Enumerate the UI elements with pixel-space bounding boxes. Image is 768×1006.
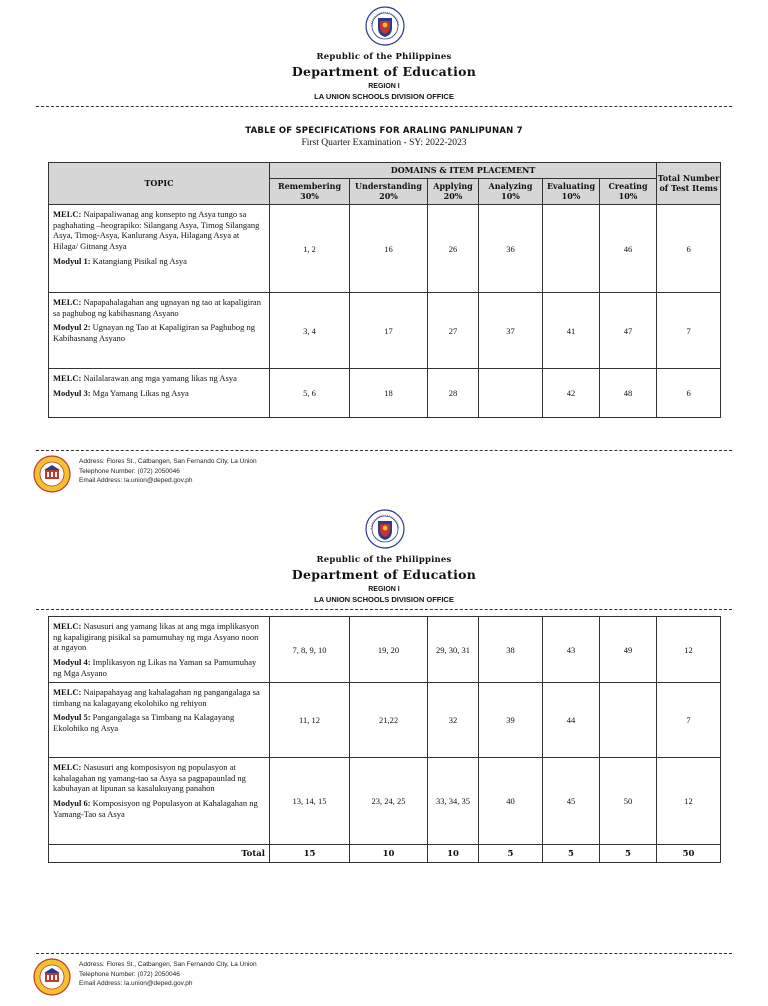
specification-table-continued — [48, 616, 721, 863]
item-cell: 37 — [479, 293, 543, 369]
region-heading: REGION I — [368, 586, 400, 593]
specification-table — [48, 162, 721, 418]
item-cell — [479, 369, 543, 418]
item-cell: 40 — [479, 758, 543, 845]
item-cell: 27 — [428, 293, 479, 369]
footer-address: Address: Flores St., Catbangen, San Fernando City, La Union — [79, 458, 257, 465]
domain-header-evaluating: Evaluating 10% — [543, 179, 600, 205]
item-cell: 36 — [479, 205, 543, 293]
item-cell: 23, 24, 25 — [350, 758, 428, 845]
total-cell: 15 — [270, 845, 350, 863]
table-row — [49, 617, 721, 683]
topic-cell: MELC: Nailalarawan ang mga yamang likas ng Asya Modyul 3: Mga Yamang Likas ng Asya — [49, 369, 270, 418]
item-cell — [543, 205, 600, 293]
table-row — [49, 758, 721, 845]
footer-email: Email Address: la.union@deped.gov.ph — [79, 980, 193, 987]
topic-cell: MELC: Nasusuri ang komposisyon ng populasyon at kahalagahan ng yamang-tao sa Asya sa pagpapaunlad ng kabuhayan at lipunan sa kasalukuyang panahon Modyul 6: Komposisyon ng Populasyon at Kahalagahan ng Yamang-Tao sa Asya — [49, 758, 270, 845]
division-logo-icon — [33, 958, 71, 996]
division-heading: LA UNION SCHOOLS DIVISION OFFICE — [314, 92, 454, 101]
deped-seal-icon — [365, 509, 405, 549]
total-cell: 12 — [657, 617, 721, 683]
total-row — [49, 845, 721, 863]
item-cell: 33, 34, 35 — [428, 758, 479, 845]
table-row — [49, 683, 721, 758]
footer-telephone: Telephone Number: (072) 2050046 — [79, 467, 180, 475]
item-cell: 43 — [543, 617, 600, 683]
item-cell: 29, 30, 31 — [428, 617, 479, 683]
footer-email: Email Address: la.union@deped.gov.ph — [79, 477, 193, 484]
item-cell: 11, 12 — [270, 683, 350, 758]
topic-cell: MELC: Napapahalagahan ang ugnayan ng tao at kapaligiran sa paghubog ng kabihasnang Asyano Modyul 2: Ugnayan ng Tao at Kapaligiran sa Paghubog ng Kabihasnang Asyano — [49, 293, 270, 369]
department-heading: Department of Education — [291, 64, 477, 79]
total-cell: 10 — [350, 845, 428, 863]
item-cell: 46 — [600, 205, 657, 293]
total-cell: 7 — [657, 293, 721, 369]
footer-contact — [79, 457, 257, 486]
total-cell: 10 — [428, 845, 479, 863]
total-cell: 5 — [600, 845, 657, 863]
header-divider — [36, 609, 732, 610]
topic-cell: MELC: Nasusuri ang yamang likas at ang mga implikasyon ng kapaligirang pisikal sa pamumuhay ng mga Asyano noon at ngayon Modyul 4: Implikasyon ng Likas na Yaman sa Pamumuhay ng Mga Asyano — [49, 617, 270, 683]
region-heading: REGION I — [368, 83, 400, 90]
item-cell: 5, 6 — [270, 369, 350, 418]
total-items-header: Total Number of Test Items — [657, 163, 721, 205]
item-cell: 1, 2 — [270, 205, 350, 293]
topic-header: TOPIC — [49, 163, 270, 205]
table-row — [49, 369, 721, 418]
item-cell: 16 — [350, 205, 428, 293]
item-cell: 44 — [543, 683, 600, 758]
domain-header-creating: Creating 10% — [600, 179, 657, 205]
domain-header-understanding: Understanding 20% — [350, 179, 428, 205]
item-cell: 50 — [600, 758, 657, 845]
footer-contact — [79, 960, 257, 989]
domain-header-analyzing: Analyzing 10% — [479, 179, 543, 205]
item-cell: 13, 14, 15 — [270, 758, 350, 845]
item-cell: 45 — [543, 758, 600, 845]
total-cell: 5 — [479, 845, 543, 863]
item-cell: 38 — [479, 617, 543, 683]
item-cell: 47 — [600, 293, 657, 369]
table-row — [49, 293, 721, 369]
total-cell: 5 — [543, 845, 600, 863]
item-cell: 39 — [479, 683, 543, 758]
table-row — [49, 205, 721, 293]
item-cell: 26 — [428, 205, 479, 293]
division-logo-icon — [33, 455, 71, 493]
deped-seal-icon — [365, 6, 405, 46]
item-cell: 17 — [350, 293, 428, 369]
footer-divider — [36, 450, 732, 451]
item-cell: 28 — [428, 369, 479, 418]
item-cell: 7, 8, 9, 10 — [270, 617, 350, 683]
domain-header-applying: Applying 20% — [428, 179, 479, 205]
document-title: TABLE OF SPECIFICATIONS FOR ARALING PANLIPUNAN 7 — [245, 126, 523, 136]
page-1 — [0, 0, 768, 500]
footer-telephone: Telephone Number: (072) 2050046 — [79, 970, 180, 978]
domain-header-remembering: Remembering 30% — [270, 179, 350, 205]
item-cell: 42 — [543, 369, 600, 418]
item-cell: 19, 20 — [350, 617, 428, 683]
item-cell — [600, 683, 657, 758]
topic-cell: MELC: Naipapaliwanag ang konsepto ng Asya tungo sa paghahating –heograpiko: Silangang Asya, Timog Silangang Asya, Timog-Asya, Kanlurang Asya, Hilagang Asya at Hilaga/ Gitnang Asya Modyul 1: Katangiang Pisikal ng Asya — [49, 205, 270, 293]
total-cell: 6 — [657, 369, 721, 418]
item-cell: 41 — [543, 293, 600, 369]
item-cell: 3, 4 — [270, 293, 350, 369]
item-cell: 48 — [600, 369, 657, 418]
footer-address: Address: Flores St., Catbangen, San Fernando City, La Union — [79, 961, 257, 968]
total-label: Total — [49, 845, 270, 863]
footer-divider — [36, 953, 732, 954]
grand-total-cell: 50 — [657, 845, 721, 863]
department-heading: Department of Education — [291, 567, 477, 582]
total-cell: 7 — [657, 683, 721, 758]
republic-heading: Republic of the Philippines — [316, 555, 452, 565]
header-divider — [36, 106, 732, 107]
total-cell: 12 — [657, 758, 721, 845]
item-cell: 32 — [428, 683, 479, 758]
item-cell: 21,22 — [350, 683, 428, 758]
document-subtitle: First Quarter Examination - SY: 2022-2023 — [301, 138, 467, 148]
republic-heading: Republic of the Philippines — [316, 52, 452, 62]
topic-cell: MELC: Naipapahayag ang kahalagahan ng pangangalaga sa timbang na kalagayang ekolohiko ng rehiyon Modyul 5: Pangangalaga sa Timbang na Kalagayang Ekolohiko ng Asya — [49, 683, 270, 758]
total-cell: 6 — [657, 205, 721, 293]
page-2 — [0, 503, 768, 1006]
domains-header: DOMAINS & ITEM PLACEMENT — [270, 163, 657, 179]
division-heading: LA UNION SCHOOLS DIVISION OFFICE — [314, 595, 454, 604]
item-cell: 49 — [600, 617, 657, 683]
item-cell: 18 — [350, 369, 428, 418]
